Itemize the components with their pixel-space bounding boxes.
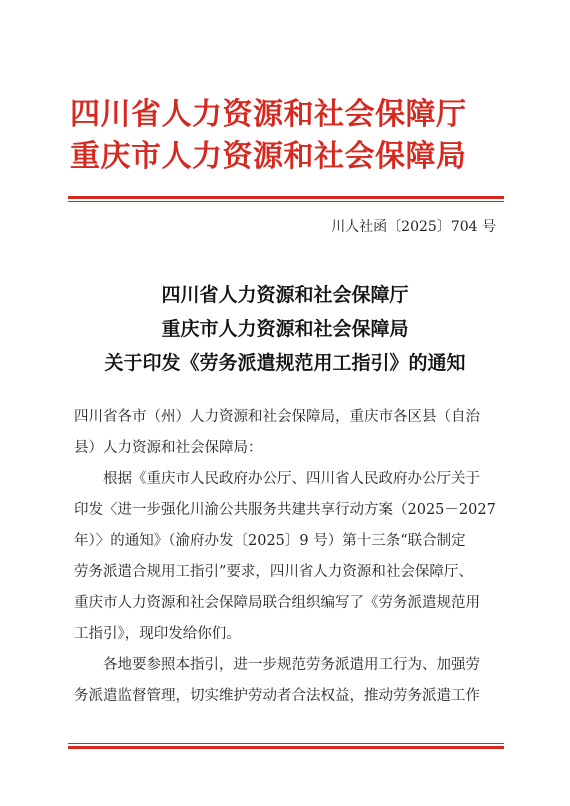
paragraph-2-line-2: 务派遣监督管理，切实维护劳动者合法权益，推动劳务派遣工作 xyxy=(74,688,480,704)
header-divider-thick xyxy=(68,196,504,199)
issuer-name-sichuan: 四川省人力资源和社会保障厅 xyxy=(70,97,467,132)
footer-divider-thin xyxy=(68,743,504,744)
title-line-2: 重庆市人力资源和社会保障局 xyxy=(161,318,409,340)
addressee-line-2: 县）人力资源和社会保障局： xyxy=(74,440,263,456)
document-number: 川人社函〔2025〕704 号 xyxy=(331,219,496,235)
paragraph-2-line-1: 各地要参照本指引，进一步规范劳务派遣用工行为、加强劳 xyxy=(103,657,480,673)
paragraph-1-line-5: 重庆市人力资源和社会保障局联合组织编写了《劳务派遣规范用 xyxy=(74,595,480,611)
issuer-name-chongqing: 重庆市人力资源和社会保障局 xyxy=(70,139,467,174)
paragraph-1-line-2: 印发〈进一步强化川渝公共服务共建共享行动方案（2025－2027 xyxy=(74,502,496,518)
title-line-1: 四川省人力资源和社会保障厅 xyxy=(161,284,409,306)
header-divider-thin xyxy=(68,201,504,202)
paragraph-1-line-3: 年）〉的通知》（渝府办发〔2025〕9 号）第十三条“联合制定 xyxy=(74,533,466,549)
paragraph-1-line-6: 工指引》，现印发给你们。 xyxy=(74,626,241,642)
footer-divider-thick xyxy=(68,746,504,749)
addressee-line-1: 四川省各市（州）人力资源和社会保障局，重庆市各区县（自治 xyxy=(74,409,480,425)
paragraph-1-line-1: 根据《重庆市人民政府办公厅、四川省人民政府办公厅关于 xyxy=(103,471,480,487)
title-line-3: 关于印发《劳务派遣规范用工指引》的通知 xyxy=(104,352,466,374)
paragraph-1-line-4: 劳务派遣合规用工指引”要求，四川省人力资源和社会保障厅、 xyxy=(74,564,473,580)
